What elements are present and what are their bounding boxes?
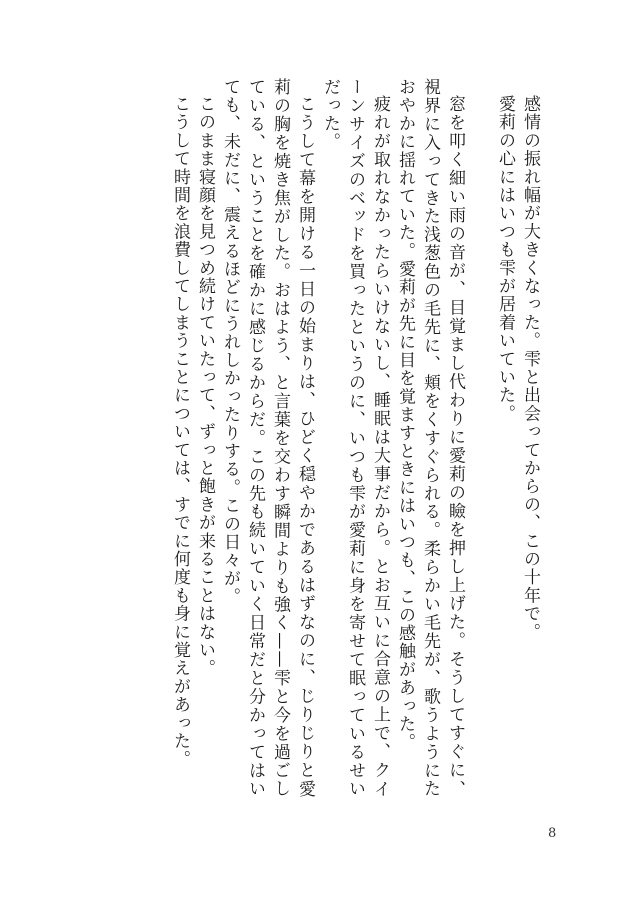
paragraph-2: 愛莉の心にはいつも雫が居着いていた。 [495, 95, 515, 423]
paragraph-6: こうして幕を開ける一日の始まりは、ひどく穏やかであるはずなのに、じりじりと愛莉の胸を焼き焦がした。おはよう、と言葉を交わす瞬間よりも強く——雫と今を過ごしている、ということを確かに感じるからだ。この先も続いていく日常だと分かってはいても、未だに、震えるほどにうれしかったりする。この日々が。 [220, 78, 315, 798]
vertical-text-body [102, 78, 542, 798]
paragraph-7: このまま寝顔を見つめ続けていたって、ずっと飽きが来ることはない。 [195, 95, 215, 678]
paragraph-5: 疲れが取れなかったらいけないし、睡眠は大事だから。とお互いに合意の上で、クイーンサイズのベッドを買ったというのに、いつも雫が愛莉に身を寄せて眠っているせいだった。 [320, 78, 390, 798]
paragraph-blank [467, 78, 492, 798]
paragraph-8: こうして時間を浪費してしまうことについては、すでに何度も身に覚えがあった。 [170, 95, 190, 769]
page-number: 8 [548, 826, 557, 841]
paragraph-1: 感情の振れ幅が大きくなった。雫と出会ってからの、この十年で。 [520, 95, 540, 641]
paragraph-4: 窓を叩く細い雨の音が、目覚まし代わりに愛莉の瞼を押し上げた。そうしてすぐに、視界に入ってきた浅葱色の毛先に、頬をくすぐられる。柔らかい毛先が、歌うようにたおやかに揺れていた。愛莉が先に目を覚ますときにはいつも、この感触があった。 [395, 78, 465, 798]
